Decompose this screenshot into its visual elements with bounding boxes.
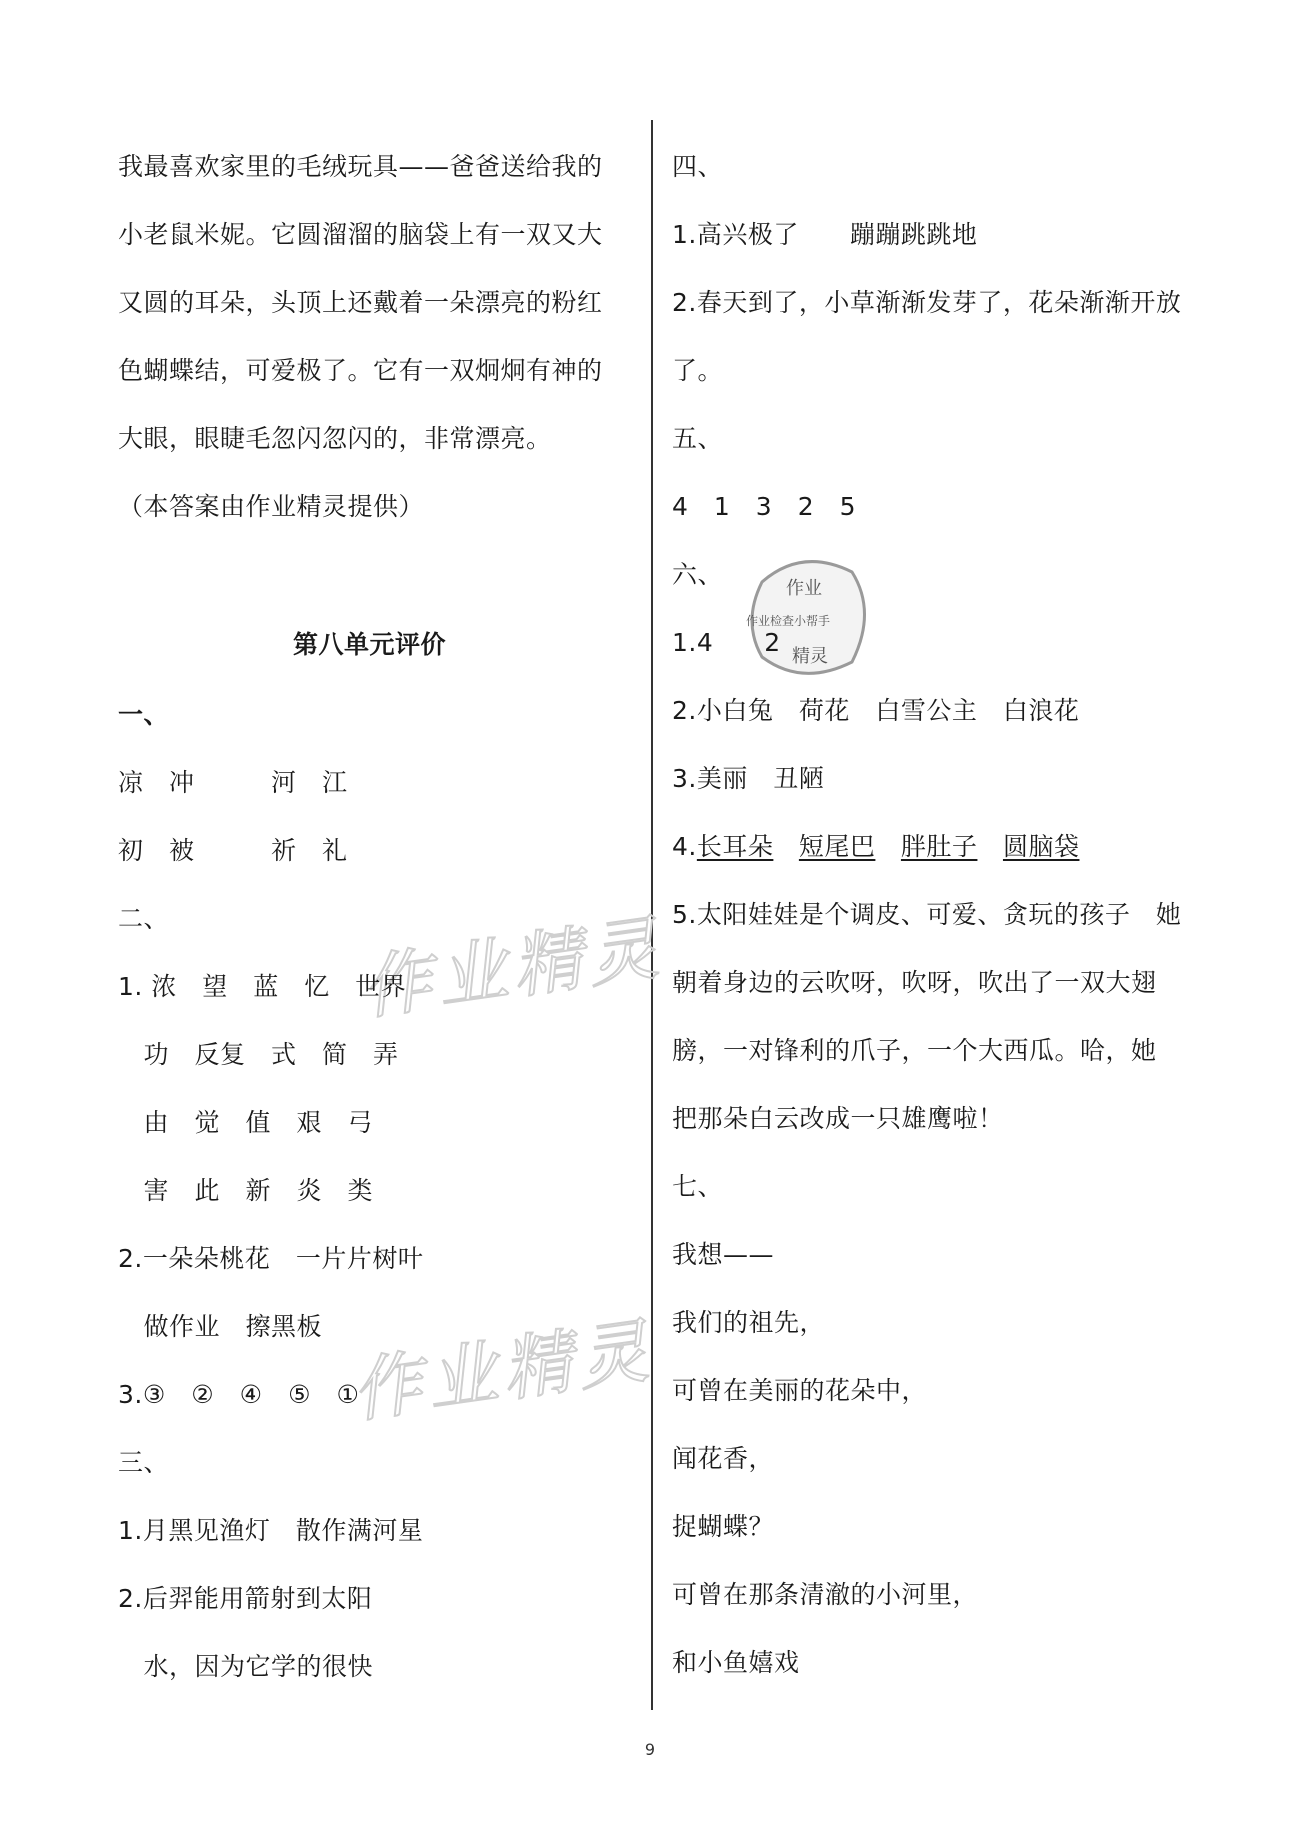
- watermark-1: 作业精灵: [356, 906, 669, 1030]
- section-2-heading: 二、: [118, 904, 170, 933]
- essay-line: 又圆的耳朵，头顶上还戴着一朵漂亮的粉红: [118, 288, 603, 317]
- poem-line: 我们的祖先，: [672, 1308, 826, 1337]
- underlined-word: 圆脑袋: [1002, 832, 1080, 861]
- poem-line: 闻花香，: [672, 1444, 775, 1473]
- stamp-seal: [742, 552, 874, 684]
- poem-line: 可曾在那条清澈的小河里，: [672, 1580, 979, 1609]
- section-3-row: 水，因为它学的很快: [118, 1652, 374, 1681]
- section-5-row: 4 1 3 2 5: [672, 492, 857, 521]
- essay-line: 大眼，眼睫毛忽闪忽闪的，非常漂亮。: [118, 424, 552, 453]
- row-prefix: 4.: [672, 832, 697, 861]
- section-2-row: 1. 浓 望 蓝 忆 世界: [118, 972, 407, 1001]
- section-6-row: 朝着身边的云吹呀，吹呀，吹出了一双大翅: [672, 968, 1157, 997]
- section-4-heading: 四、: [672, 152, 724, 181]
- section-2-row: 做作业 擦黑板: [118, 1312, 323, 1341]
- poem-line: 可曾在美丽的花朵中，: [672, 1376, 928, 1405]
- stamp-top: 作业: [786, 578, 822, 599]
- poem-line: 我想——: [672, 1240, 775, 1269]
- underlined-word: 胖肚子: [900, 832, 978, 861]
- section-7-heading: 七、: [672, 1172, 724, 1201]
- section-2-row: 功 反复 式 简 弄: [118, 1040, 399, 1069]
- section-6-row: 1.4 2: [672, 628, 781, 657]
- underlined-word: 短尾巴: [798, 832, 876, 861]
- section-1-heading: 一、: [118, 700, 170, 729]
- section-3-row: 2.后羿能用箭射到太阳: [118, 1584, 373, 1613]
- section-4-row: 了。: [672, 356, 724, 385]
- watermark-2: 作业精灵: [346, 1309, 659, 1433]
- essay-line: 小老鼠米妮。它圆溜溜的脑袋上有一双又大: [118, 220, 603, 249]
- section-6-row: 3.美丽 丑陋: [672, 764, 825, 793]
- section-6-row: 5.太阳娃娃是个调皮、可爱、贪玩的孩子 她: [672, 900, 1182, 929]
- section-2-row: 由 觉 值 艰 弓: [118, 1108, 374, 1137]
- section-2-row: 2.一朵朵桃花 一片片树叶: [118, 1244, 424, 1273]
- essay-line: 色蝴蝶结，可爱极了。它有一双炯炯有神的: [118, 356, 603, 385]
- poem-line: 和小鱼嬉戏: [672, 1648, 800, 1677]
- section-4-row: 1.高兴极了 蹦蹦跳跳地: [672, 220, 978, 249]
- section-3-row: 1.月黑见渔灯 散作满河星: [118, 1516, 424, 1545]
- underlined-word: 长耳朵: [696, 832, 774, 861]
- source-note: （本答案由作业精灵提供）: [118, 492, 425, 521]
- stamp-bottom: 精灵: [792, 646, 828, 667]
- page-number: 9: [644, 1740, 656, 1759]
- section-6-row: 把那朵白云改成一只雄鹰啦！: [672, 1104, 1004, 1133]
- section-6-row: [672, 830, 1079, 864]
- essay-line: 我最喜欢家里的毛绒玩具——爸爸送给我的: [118, 152, 603, 181]
- stamp-middle: 作业检查小帮手: [746, 614, 831, 628]
- section-2-row: 害 此 新 炎 类: [118, 1176, 374, 1205]
- poem-line: 捉蝴蝶？: [672, 1512, 775, 1541]
- section-4-row: 2.春天到了，小草渐渐发芽了，花朵渐渐开放: [672, 288, 1182, 317]
- section-title: 第八单元评价: [293, 630, 447, 659]
- section-1-row: 初 被 祈 礼: [118, 836, 348, 865]
- section-6-row: 膀，一对锋利的爪子，一个大西瓜。哈，她: [672, 1036, 1157, 1065]
- section-2-row: 3.③ ② ④ ⑤ ①: [118, 1380, 360, 1409]
- section-6-row: 2.小白兔 荷花 白雪公主 白浪花: [672, 696, 1080, 725]
- section-3-heading: 三、: [118, 1448, 170, 1477]
- section-5-heading: 五、: [672, 424, 724, 453]
- section-6-heading: 六、: [672, 560, 724, 589]
- section-1-row: 凉 冲 河 江: [118, 768, 348, 797]
